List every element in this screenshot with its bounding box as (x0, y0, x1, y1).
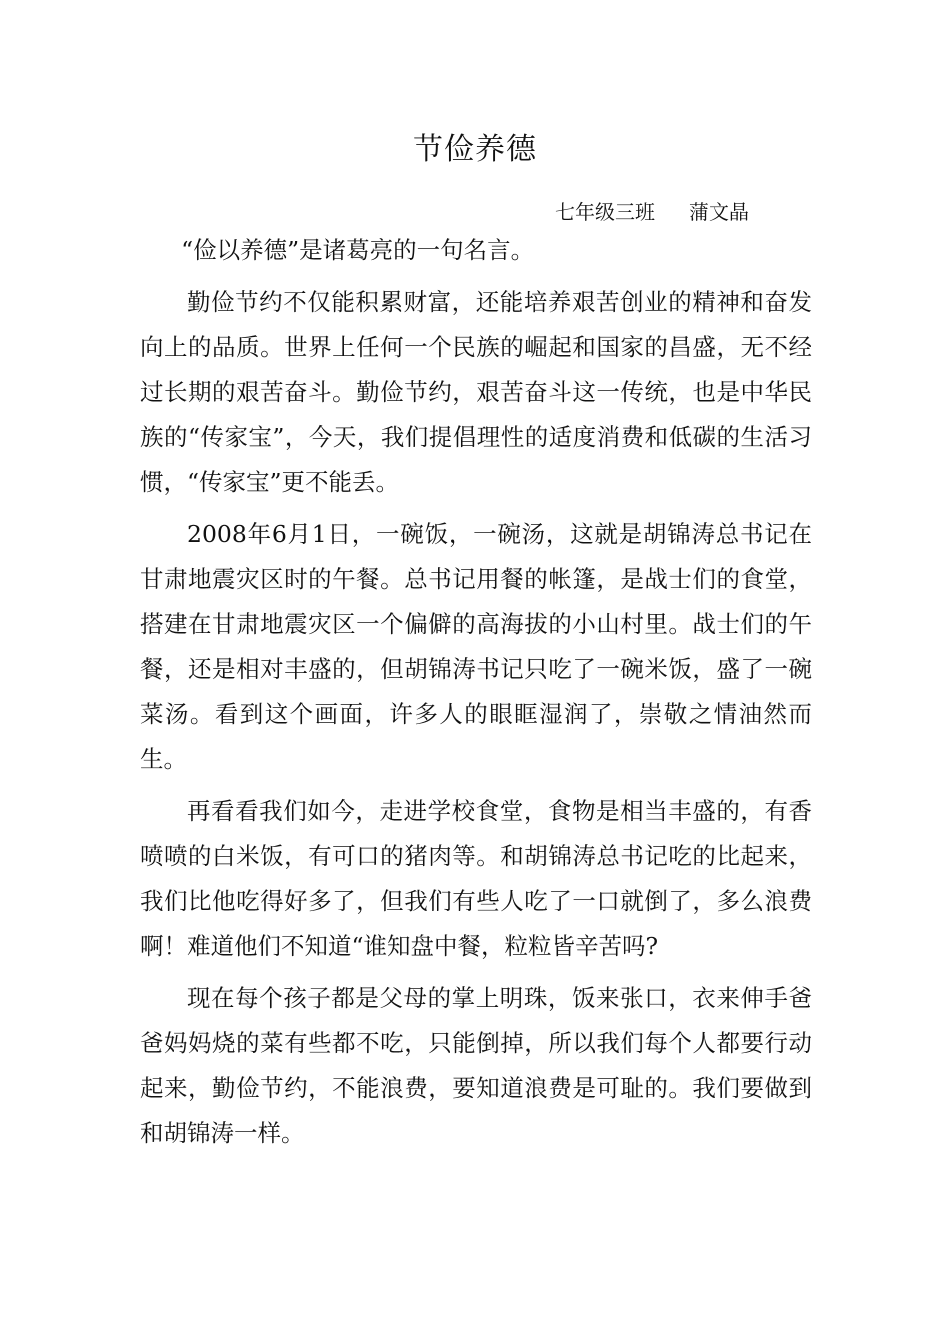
byline (555, 197, 749, 227)
paragraph-hu-jintao-meal: 2008年6月1日，一碗饭，一碗汤，这就是胡锦涛总书记在甘肃地震灾区时的午餐。总书记用餐的帐篷，是战士们的食堂，搭建在甘肃地震灾区一个偏僻的高海拔的小山村里。战士们的午餐，还是相对丰盛的，但胡锦涛书记只吃了一碗米饭，盛了一碗菜汤。看到这个画面，许多人的眼眶湿润了，崇敬之情油然而生。 (140, 520, 812, 773)
byline-author: 蒲文晶 (689, 200, 749, 224)
paragraph-school-canteen: 再看看我们如今，走进学校食堂，食物是相当丰盛的，有香喷喷的白米饭，有可口的猪肉等。和胡锦涛总书记吃的比起来，我们比他吃得好多了，但我们有些人吃了一口就倒了，多么浪费啊！难道他们不知道“谁知盘中餐，粒粒皆辛苦吗? (140, 797, 812, 960)
document-title: 节俭养德 (413, 132, 537, 167)
byline-class: 七年级三班 (555, 200, 655, 224)
paragraph-call-to-action: 现在每个孩子都是父母的掌上明珠，饭来张口，衣来伸手爸爸妈妈烧的菜有些都不吃，只能倒掉，所以我们每个人都要行动起来，勤俭节约，不能浪费，要知道浪费是可耻的。我们要做到和胡锦涛一样。 (140, 984, 812, 1147)
document-body (140, 228, 812, 1163)
paragraph-quote: “俭以养德”是诸葛亮的一句名言。 (181, 236, 535, 264)
paragraph-thrift-virtue: 勤俭节约不仅能积累财富，还能培养艰苦创业的精神和奋发向上的品质。世界上任何一个民族的崛起和国家的昌盛，无不经过长期的艰苦奋斗。勤俭节约，艰苦奋斗这一传统，也是中华民族的“传家宝”，今天，我们提倡理性的适度消费和低碳的生活习惯，“传家宝”更不能丢。 (140, 288, 812, 496)
